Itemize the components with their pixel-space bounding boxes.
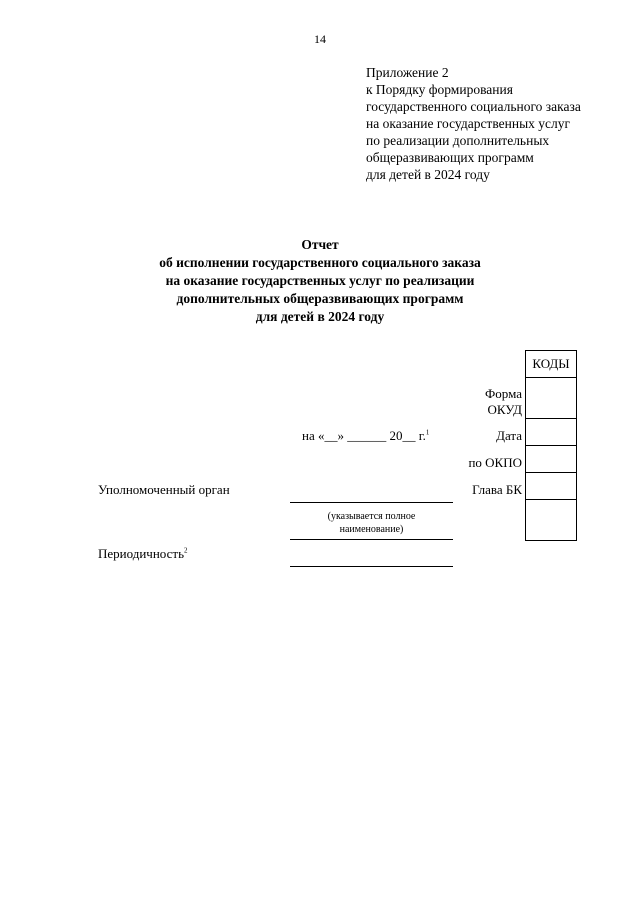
periodicity-line [290,566,453,567]
code-cell-date [526,419,577,446]
label-okpo: по ОКПО [468,455,522,470]
date-text: на «__» ______ 20__ г. [302,428,426,443]
codes-header: КОДЫ [526,351,577,378]
label-date: Дата [496,428,522,443]
title-line: дополнительных общеразвивающих программ [176,291,464,306]
title-line: об исполнении государственного социального заказа [159,255,481,270]
code-cell-glava-bk [526,473,577,500]
appendix-line: Приложение 2 [366,65,449,80]
code-cell-okud [526,378,577,419]
codes-table [525,350,577,541]
authority-hint: (указывается полное наименование) [327,511,416,535]
label-forma-okud: Форма ОКУД [485,386,522,417]
page-number: 14 [314,32,326,46]
report-title [100,236,540,326]
appendix-line: на оказание государственных услуг [366,116,571,131]
report-date-line [302,428,429,444]
appendix-line: общеразвивающих программ [366,150,534,165]
report-heading: Отчет [301,237,339,252]
authority-label: Уполномоченный орган [98,482,230,497]
appendix-line: государственного социального заказа [366,99,581,114]
footnote-mark: 1 [425,428,430,437]
code-cell-empty [526,500,577,541]
footnote-mark: 2 [184,546,188,555]
appendix-line: к Порядку формирования [366,82,513,97]
appendix-line: по реализации дополнительных [366,133,550,148]
label-glava-bk: Глава БК [472,482,522,497]
code-cell-okpo [526,446,577,473]
title-line: для детей в 2024 году [255,309,385,324]
title-line: на оказание государственных услуг по реализации [165,273,475,288]
authority-line-2 [290,539,453,540]
authority-line [290,502,453,503]
appendix-line: для детей в 2024 году [366,167,490,182]
periodicity-label: Периодичность$^2$ [98,546,188,561]
appendix-block [366,64,581,183]
